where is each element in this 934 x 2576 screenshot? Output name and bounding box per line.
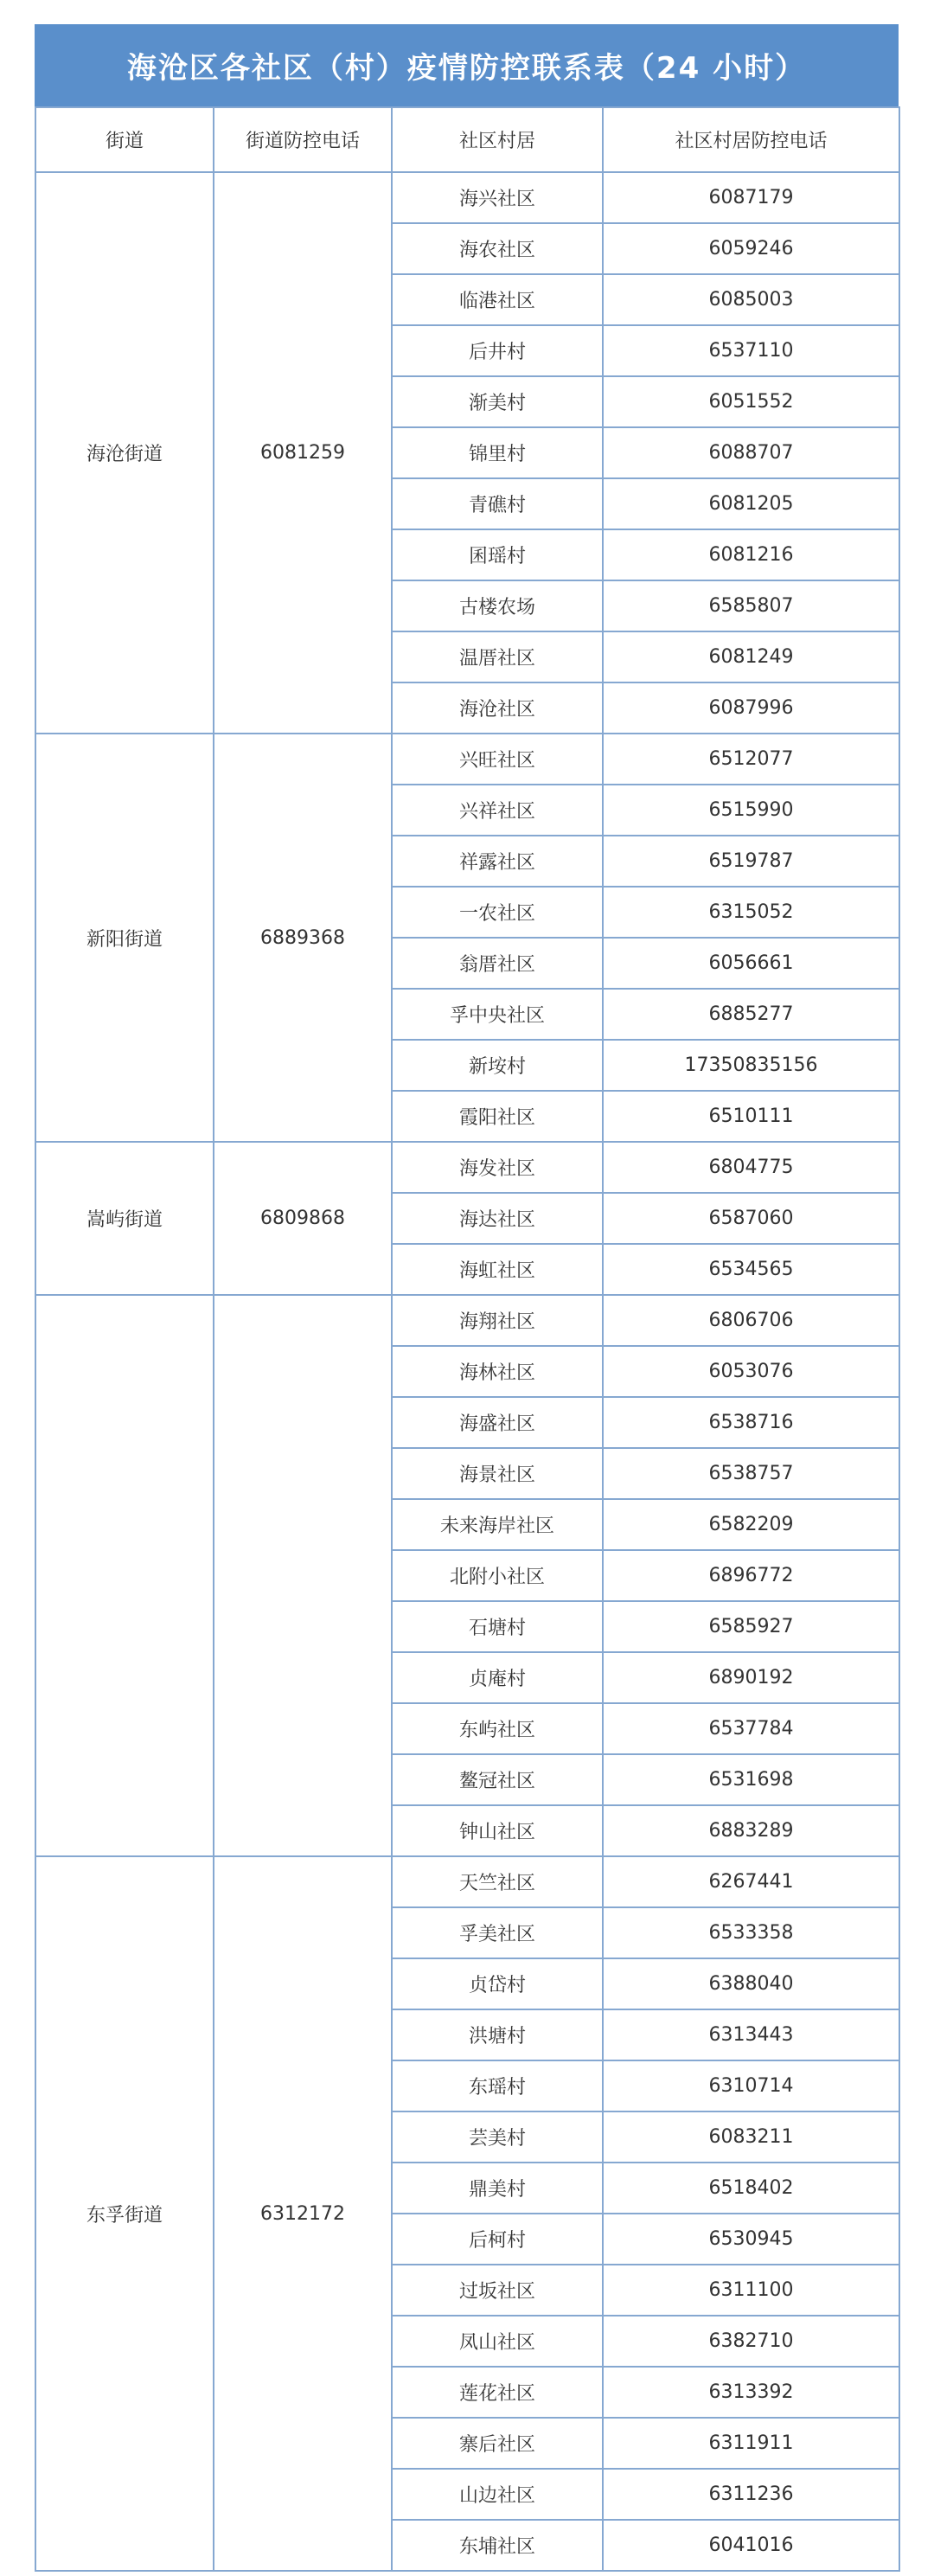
street-name: 海沧街道 <box>35 172 214 734</box>
community-phone: 6587060 <box>603 1193 899 1244</box>
community-name: 兴祥社区 <box>392 785 603 836</box>
community-name: 海林社区 <box>392 1346 603 1397</box>
community-phone: 6053076 <box>603 1346 899 1397</box>
community-phone: 6087996 <box>603 682 899 734</box>
community-name: 海发社区 <box>392 1142 603 1193</box>
community-name: 北附小社区 <box>392 1550 603 1601</box>
community-phone: 6051552 <box>603 376 899 427</box>
community-name: 贞岱村 <box>392 1958 603 2009</box>
community-name: 后柯村 <box>392 2214 603 2265</box>
community-phone: 6081205 <box>603 478 899 529</box>
community-phone: 6315052 <box>603 887 899 938</box>
community-phone: 6537110 <box>603 325 899 376</box>
community-phone: 6087179 <box>603 172 899 223</box>
table-row <box>35 172 899 223</box>
community-name: 海盛社区 <box>392 1397 603 1448</box>
community-name: 渐美村 <box>392 376 603 427</box>
community-name: 囷瑶村 <box>392 529 603 580</box>
community-name: 一农社区 <box>392 887 603 938</box>
street-phone: 6081259 <box>214 172 392 734</box>
street-phone <box>214 1295 392 1856</box>
street-phone: 6312172 <box>214 1856 392 2571</box>
community-phone: 6885277 <box>603 989 899 1040</box>
street-name <box>35 1295 214 1856</box>
community-phone: 6537784 <box>603 1703 899 1754</box>
table-title: 海沧区各社区（村）疫情防控联系表（24 小时） <box>126 51 807 86</box>
community-phone: 6530945 <box>603 2214 899 2265</box>
header-community: 社区村居 <box>392 107 603 172</box>
community-phone: 6531698 <box>603 1754 899 1805</box>
community-name: 东屿社区 <box>392 1703 603 1754</box>
community-name: 霞阳社区 <box>392 1091 603 1142</box>
table-title-bar <box>35 24 899 106</box>
community-phone: 6582209 <box>603 1499 899 1550</box>
community-name: 凤山社区 <box>392 2316 603 2367</box>
street-phone: 6809868 <box>214 1142 392 1295</box>
community-name: 鳌冠社区 <box>392 1754 603 1805</box>
community-phone: 6088707 <box>603 427 899 478</box>
community-name: 过坂社区 <box>392 2265 603 2316</box>
community-phone: 6896772 <box>603 1550 899 1601</box>
community-phone: 6388040 <box>603 1958 899 2009</box>
community-phone: 6538716 <box>603 1397 899 1448</box>
community-name: 海达社区 <box>392 1193 603 1244</box>
community-name: 天竺社区 <box>392 1856 603 1907</box>
community-name: 寨后社区 <box>392 2418 603 2469</box>
community-phone: 6313443 <box>603 2009 899 2060</box>
community-phone: 6804775 <box>603 1142 899 1193</box>
community-phone: 6081216 <box>603 529 899 580</box>
community-phone: 6267441 <box>603 1856 899 1907</box>
community-name: 兴旺社区 <box>392 734 603 785</box>
header-street: 街道 <box>35 107 214 172</box>
community-phone: 6585927 <box>603 1601 899 1652</box>
community-name: 东埔社区 <box>392 2520 603 2571</box>
community-phone: 6311236 <box>603 2469 899 2520</box>
table-row <box>35 734 899 785</box>
community-phone: 6311911 <box>603 2418 899 2469</box>
community-phone: 6883289 <box>603 1805 899 1856</box>
community-name: 古楼农场 <box>392 580 603 631</box>
header-community-phone: 社区村居防控电话 <box>603 107 899 172</box>
street-phone: 6889368 <box>214 734 392 1142</box>
community-phone: 6510111 <box>603 1091 899 1142</box>
community-name: 海农社区 <box>392 223 603 274</box>
header-street-phone: 街道防控电话 <box>214 107 392 172</box>
community-name: 青礁村 <box>392 478 603 529</box>
community-phone: 6534565 <box>603 1244 899 1295</box>
contact-table-part-1 <box>35 106 900 1296</box>
community-phone: 6890192 <box>603 1652 899 1703</box>
community-name: 孚中央社区 <box>392 989 603 1040</box>
table-row <box>35 1856 899 1907</box>
community-phone: 6313392 <box>603 2367 899 2418</box>
community-name: 莲花社区 <box>392 2367 603 2418</box>
street-name: 新阳街道 <box>35 734 214 1142</box>
community-name: 临港社区 <box>392 274 603 325</box>
table-row <box>35 1142 899 1193</box>
community-name: 翁厝社区 <box>392 938 603 989</box>
header-row <box>35 107 899 172</box>
community-name: 未来海岸社区 <box>392 1499 603 1550</box>
community-phone: 6538757 <box>603 1448 899 1499</box>
community-phone: 6311100 <box>603 2265 899 2316</box>
community-phone: 6085003 <box>603 274 899 325</box>
community-phone: 6041016 <box>603 2520 899 2571</box>
community-phone: 6533358 <box>603 1907 899 1958</box>
community-name: 东瑶村 <box>392 2060 603 2111</box>
community-name: 海翔社区 <box>392 1295 603 1346</box>
community-name: 祥露社区 <box>392 836 603 887</box>
community-phone: 17350835156 <box>603 1040 899 1091</box>
community-name: 孚美社区 <box>392 1907 603 1958</box>
community-name: 新垵村 <box>392 1040 603 1091</box>
community-phone: 6310714 <box>603 2060 899 2111</box>
community-phone: 6519787 <box>603 836 899 887</box>
community-name: 海兴社区 <box>392 172 603 223</box>
community-phone: 6081249 <box>603 631 899 682</box>
community-name: 洪塘村 <box>392 2009 603 2060</box>
community-phone: 6059246 <box>603 223 899 274</box>
community-phone: 6512077 <box>603 734 899 785</box>
community-phone: 6515990 <box>603 785 899 836</box>
contact-table-part-2 <box>35 1294 900 2572</box>
community-name: 后井村 <box>392 325 603 376</box>
community-name: 温厝社区 <box>392 631 603 682</box>
community-phone: 6382710 <box>603 2316 899 2367</box>
community-name: 海景社区 <box>392 1448 603 1499</box>
community-name: 石塘村 <box>392 1601 603 1652</box>
community-phone: 6083211 <box>603 2111 899 2163</box>
street-name: 嵩屿街道 <box>35 1142 214 1295</box>
community-name: 锦里村 <box>392 427 603 478</box>
community-name: 山边社区 <box>392 2469 603 2520</box>
community-name: 贞庵村 <box>392 1652 603 1703</box>
community-name: 海沧社区 <box>392 682 603 734</box>
community-name: 钟山社区 <box>392 1805 603 1856</box>
community-name: 芸美村 <box>392 2111 603 2163</box>
community-phone: 6585807 <box>603 580 899 631</box>
street-name: 东孚街道 <box>35 1856 214 2571</box>
community-phone: 6806706 <box>603 1295 899 1346</box>
community-name: 海虹社区 <box>392 1244 603 1295</box>
community-phone: 6518402 <box>603 2163 899 2214</box>
community-name: 鼎美村 <box>392 2163 603 2214</box>
community-phone: 6056661 <box>603 938 899 989</box>
table-row <box>35 1295 899 1346</box>
